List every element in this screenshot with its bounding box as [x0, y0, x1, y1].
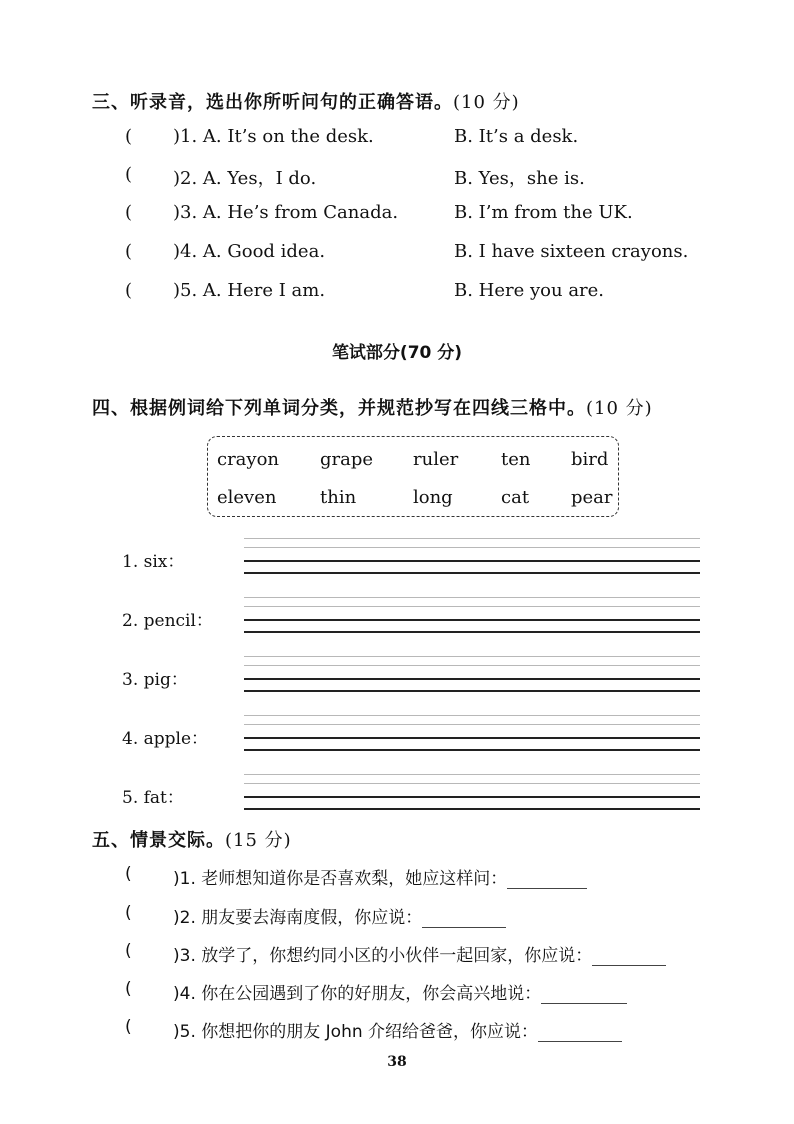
page-number: 38 [387, 1054, 407, 1070]
answer-paren[interactable]: ( [125, 1017, 132, 1037]
word-bank-word: long [413, 487, 453, 508]
listening-question-3 [125, 202, 725, 228]
writing-lines-1[interactable] [244, 538, 700, 578]
option-b: B. I’m from the UK. [454, 202, 633, 223]
answer-paren[interactable]: ( [125, 979, 132, 999]
classify-label-2: 2. pencil： [122, 611, 213, 631]
word-bank-word: pear [571, 487, 613, 508]
listening-question-4 [125, 241, 725, 267]
section4-title: 四、根据例词给下列单词分类，并规范抄写在四线三格中。 [92, 398, 586, 419]
word-bank-word: ruler [413, 449, 459, 470]
answer-blank[interactable] [422, 909, 506, 928]
answer-blank[interactable] [592, 947, 666, 966]
word-bank-word: bird [571, 449, 609, 470]
answer-paren[interactable]: ( [125, 864, 132, 884]
word-bank-word: thin [320, 487, 357, 508]
answer-paren[interactable]: ( [125, 280, 133, 301]
writing-lines-3[interactable] [244, 656, 700, 696]
section4-score: (10 分) [586, 398, 653, 419]
writing-lines-4[interactable] [244, 715, 700, 755]
question-text: )3. 放学了，你想约同小区的小伙伴一起回家，你应说： [173, 946, 593, 966]
answer-blank[interactable] [538, 1023, 622, 1042]
question-text: )5. 你想把你的朋友 John 介绍给爸爸，你应说： [173, 1022, 539, 1042]
section3-score: (10 分) [453, 92, 520, 113]
listening-question-5 [125, 280, 725, 306]
classify-label-5: 5. fat： [122, 788, 184, 808]
section5-title: 五、情景交际。 [92, 830, 225, 851]
question-text: )2. 朋友要去海南度假，你应说： [173, 908, 423, 928]
option-a: )4. A. Good idea. [173, 241, 326, 262]
option-a: )5. A. Here I am. [173, 280, 326, 301]
word-bank-word: cat [501, 487, 530, 508]
word-bank-box [207, 436, 619, 517]
option-a: )2. A. Yes，I do. [173, 168, 317, 189]
question-text: )1. 老师想知道你是否喜欢梨，她应这样问： [173, 869, 508, 889]
option-b: B. I have sixteen crayons. [454, 241, 689, 262]
classify-label-3: 3. pig： [122, 670, 188, 690]
word-bank-word: ten [501, 449, 531, 470]
classify-label-4: 4. apple： [122, 729, 209, 749]
writing-lines-5[interactable] [244, 774, 700, 814]
answer-paren[interactable]: ( [125, 202, 133, 223]
answer-paren[interactable]: ( [125, 164, 133, 185]
option-b: B. Here you are. [454, 280, 605, 301]
word-bank-word: crayon [217, 449, 280, 470]
listening-question-2 [125, 164, 725, 190]
section3-heading [92, 88, 520, 114]
answer-paren[interactable]: ( [125, 903, 132, 923]
writing-lines-2[interactable] [244, 597, 700, 637]
word-bank-word: grape [320, 449, 374, 470]
section5-score: (15 分) [225, 830, 292, 851]
answer-blank[interactable] [541, 985, 627, 1004]
section4-heading [92, 394, 653, 420]
word-bank-word: eleven [217, 487, 277, 508]
option-b: B. Yes，she is. [454, 168, 585, 189]
written-part-title: 笔试部分(70 分) [331, 343, 463, 363]
answer-paren[interactable]: ( [125, 126, 133, 147]
answer-paren[interactable]: ( [125, 941, 132, 961]
answer-paren[interactable]: ( [125, 241, 133, 262]
option-a: )3. A. He’s from Canada. [173, 202, 399, 223]
listening-question-1 [125, 126, 725, 152]
option-a: )1. A. It’s on the desk. [173, 126, 374, 147]
section3-title: 三、听录音，选出你所听问句的正确答语。 [92, 92, 453, 113]
classify-label-1: 1. six： [122, 552, 185, 572]
question-text: )4. 你在公园遇到了你的好朋友，你会高兴地说： [173, 984, 542, 1004]
answer-blank[interactable] [507, 870, 587, 889]
option-b: B. It’s a desk. [454, 126, 579, 147]
section5-heading [92, 826, 292, 852]
